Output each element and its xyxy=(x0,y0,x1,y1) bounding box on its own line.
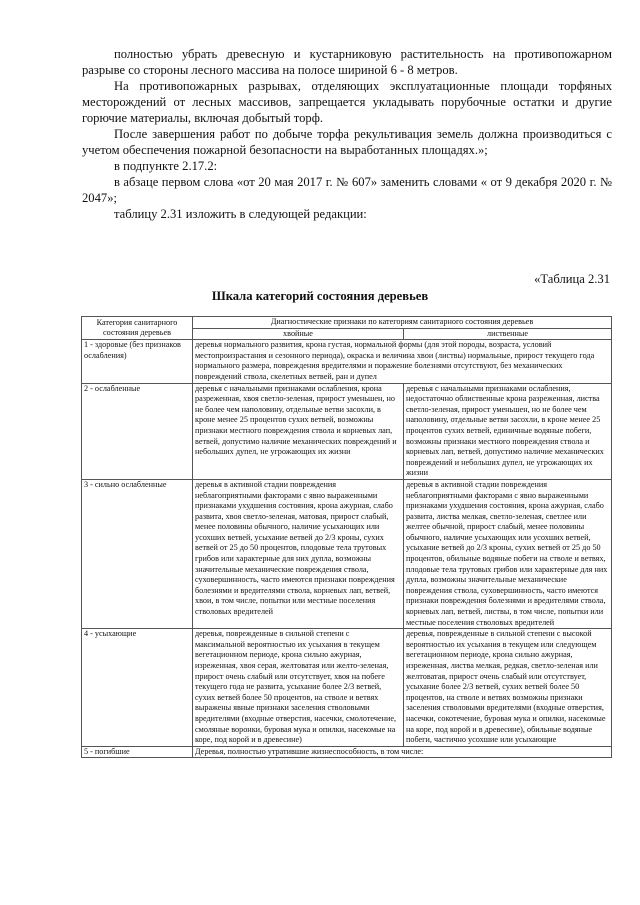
intro-paragraph-3: После завершения работ по добыче торфа рекультивация земель должна производиться с учетом обеспечения пожарной безопасности на выработанных площадях.»; xyxy=(82,127,612,157)
row-signs-conifer: деревья, поврежденные в сильной степени с максимальной вероятностью их усыхания в текущем вегетационном периоде, крона сильно ажурная, изреженная, хвоя серая, желтоватая или желто-зеленая, прирост очень слабый или отсутствует, хвоя на побеге текущего года не развита, усыхание более 2/3 ветвей, сухих ветвей более 50 процентов, на стволе и ветвях выражены явные признаки заселения стволовыми вредителями (входные отверстия, насечки, смолотечение, смоляные воронки, буровая мука и опилки, насекомые на коре, под корой и в древесине) xyxy=(193,629,404,747)
row-category: 5 - погибшие xyxy=(82,746,193,758)
row-category: 3 - сильно ослабленные xyxy=(82,479,193,628)
header-signs: Диагностические признаки по категориям санитарного состояния деревьев xyxy=(193,317,612,329)
row-signs-conifer: деревья в активной стадии повреждения неблагоприятными факторами с явно выраженными признаками ухудшения состояния, крона ажурная, слабо развита, хвоя светло-зеленая, матовая, прирост слабый, менее половины обычного, наличие усыхающих или усохших ветвей, усыхание ветвей до 2/3 кроны, сухих ветвей от 25 до 50 процентов, плодовые тела трутовых грибов или характерные для них дупла, возможны значительные механические повреждения ствола, суховершинность, часто имеются признаки повреждения болезнями и вредителями ствола, корневых лап, ветвей, хвои, в том числе, попытки или местные поселения стволовых вредителей xyxy=(193,479,404,628)
header-conifer: хвойные xyxy=(193,328,404,340)
intro-text xyxy=(82,46,612,222)
row-category: 2 - ослабленные xyxy=(82,383,193,479)
row-signs-deciduous: деревья, поврежденные в сильной степени с высокой вероятностью их усыхания в текущем или следующем вегетационном периоде, крона сильно ажурная, изреженная, листва мелкая, редкая, светло-зеленая или желтоватая, прирост очень слабый или отсутствует, усыхание более 2/3 ветвей, сухих ветвей более 50 процентов, на стволе и ветвях возможны признаки заселения стволовыми вредителями (входные отверстия, насечки, сокотечение, буровая мука и опилки, насекомые на коре, под корой и в древесине), обильные водяные побеги, частично усохшие или усыхающие xyxy=(404,629,612,747)
table-row xyxy=(82,383,612,479)
row-signs-merged: деревья нормального развития, крона густая, нормальной формы (для этой породы, возраста, условий местопроизрастания и сезонного периода), окраска и величина хвои (листвы) нормальные, прирост текущего года нормального размера, повреждения вредителями и поражение болезнями отсутствуют, без механических повреждений ствола, скелетных ветвей, ран и дупел xyxy=(193,340,612,383)
intro-paragraph-5: в абзаце первом слова «от 20 мая 2017 г. № 607» заменить словами « от 9 декабря 2020 г. № 2047»; xyxy=(82,175,612,205)
row-category: 1 - здоровые (без признаков ослабления) xyxy=(82,340,193,383)
row-signs-deciduous: деревья в активной стадии повреждения неблагоприятными факторами с явно выраженными признаками ухудшения состояния, крона ажурная, слабо развита, листва мелкая, светло-зеленая, светлее или желтее обычной, прирост слабый, менее половины обычного, наличие усыхающих или усохших ветвей, усыхание ветвей до 2/3 кроны, сухих ветвей от 25 до 50 процентов, обильные водяные побеги на стволе и ветвях, плодовые тела трутовых грибов или характерные для них дупла, возможны значительные механические повреждения ствола, суховершинность, часто имеются признаки повреждения болезнями и вредителями ствола, корневых лап, ветвей, листвы, в том числе, попытки или местные поселения стволовых вредителей xyxy=(404,479,612,628)
intro-paragraph-2: На противопожарных разрывах, отделяющих эксплуатационные площади торфяных месторождений от лесных массивов, запрещается укладывать порубочные остатки и другие горючие материалы, включая добытый торф. xyxy=(82,79,612,125)
table-row xyxy=(82,479,612,628)
condition-scale-table xyxy=(81,316,612,758)
table-title: Шкала категорий состояния деревьев xyxy=(211,289,429,303)
table-header-row xyxy=(82,317,612,329)
table-row xyxy=(82,746,612,758)
table-caption: «Таблица 2.31 xyxy=(534,272,610,286)
intro-paragraph-1: полностью убрать древесную и кустарниковую растительность на противопожарном разрыве со стороны лесного массива на полосе шириной 6 - 8 метров. xyxy=(82,47,612,77)
row-signs-conifer: деревья с начальными признаками ослабления, крона разреженная, хвоя светло-зеленая, прирост уменьшен, но не более чем наполовину, отдельные ветви засохли, в кроне менее 25 процентов сухих ветвей, возможны признаки местного повреждения ствола и корневых лап, ветвей, допустимо наличие механических повреждений и небольших дупел, не угрожающих их жизни xyxy=(193,383,404,479)
intro-paragraph-4: в подпункте 2.17.2: xyxy=(114,159,218,173)
row-signs-merged: Деревья, полностью утратившие жизнеспособность, в том числе: xyxy=(193,746,612,758)
intro-paragraph-6: таблицу 2.31 изложить в следующей редакции: xyxy=(114,207,367,221)
row-category: 4 - усыхающие xyxy=(82,629,193,747)
header-category: Категория санитарного состояния деревьев xyxy=(82,317,193,340)
header-deciduous: лиственные xyxy=(404,328,612,340)
row-signs-deciduous: деревья с начальными признаками ослабления, недостаточно облиственные крона разреженная, листва светло-зеленая, прирост уменьшен, но не более чем наполовину, отдельные ветви засохли, в кроне менее 25 процентов сухих ветвей, единичные водяные побеги, возможны признаки местного повреждения ствола и корневых лап, ветвей, допустимо наличие механических повреждений и небольших дупел, не угрожающих их жизни xyxy=(404,383,612,479)
table-row xyxy=(82,340,612,383)
table-row xyxy=(82,629,612,747)
